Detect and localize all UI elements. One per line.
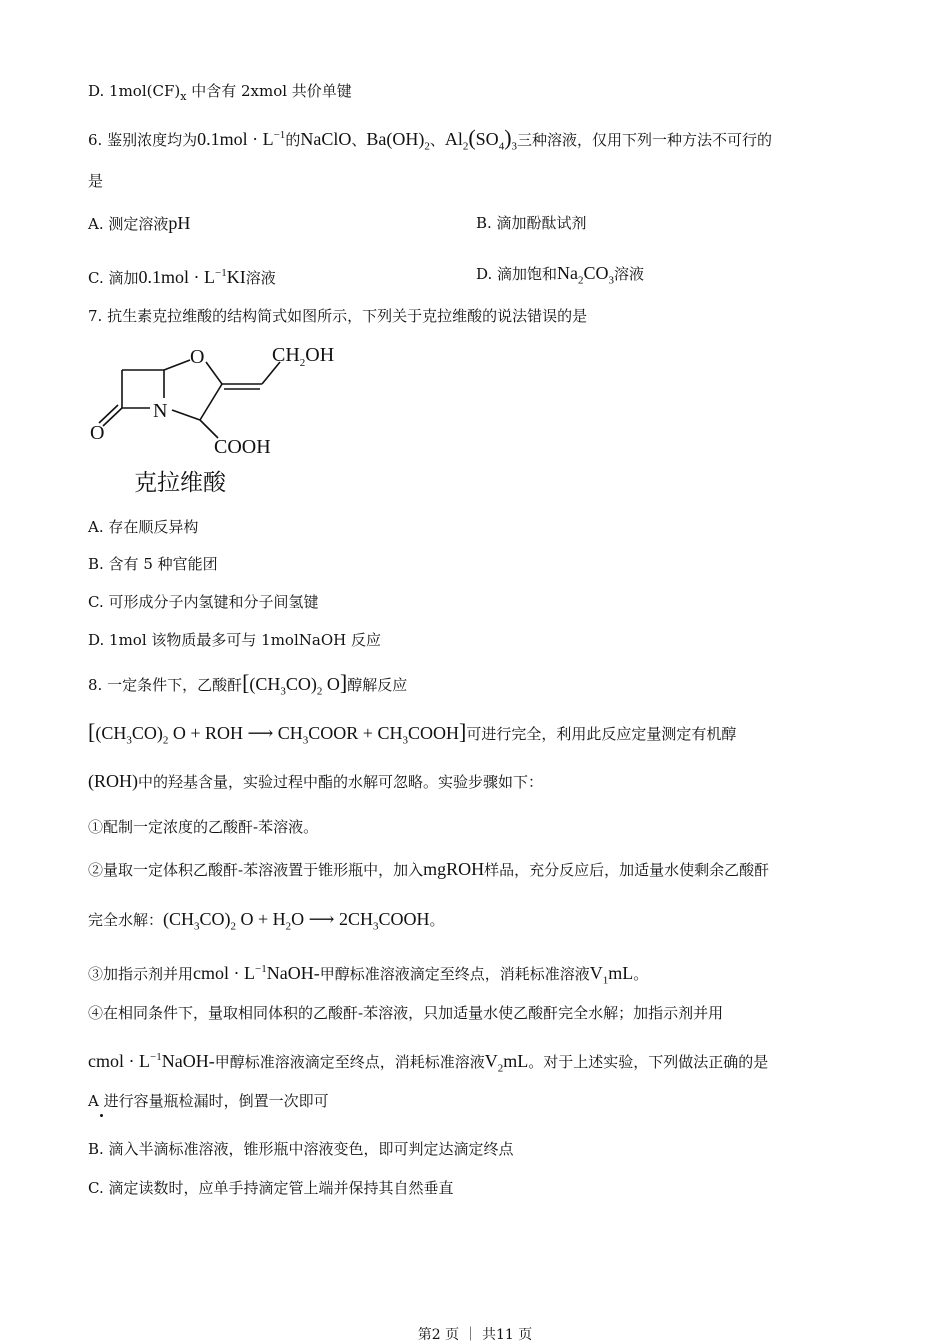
q8-step-1: ①配制一定浓度的乙酸酐-苯溶液。 <box>88 818 319 836</box>
q8-option-c: C. 滴定读数时，应单手持滴定管上端并保持其自然垂直 <box>88 1179 454 1197</box>
q8-step-4: ④在相同条件下，量取相同体积的乙酸酐-苯溶液，只加适量水使乙酸酐完全水解；加指示剂并用 <box>88 1004 724 1022</box>
q7-option-a: A. 存在顺反异构 <box>88 518 199 536</box>
q5-d-text: D. 1mol(CF) <box>88 82 181 100</box>
q6-stem-text: 6. 鉴别浓度均为 <box>88 131 198 149</box>
struct-cooh: COOH <box>214 436 271 458</box>
q8-option-b: B. 滴入半滴标准溶液，锥形瓶中溶液变色，即可判定达滴定终点 <box>88 1140 514 1158</box>
q8-step-2-cont: 完全水解：$(CH_3CO)_2$ $O + H_2O$ ⟶ $2CH_3COOH$。 <box>88 909 445 933</box>
q5-d-sub: x <box>180 90 187 103</box>
q8-stem-line3: (ROH)中的羟基含量，实验过程中酯的水解可忽略。实验步骤如下： <box>88 771 544 791</box>
q8-step-2: ②量取一定体积乙酸酐-苯溶液置于锥形瓶中，加入mgROH样品，充分反应后，加适量水使剩余乙酸酐 <box>88 859 770 879</box>
q6-option-c: C. 滴加$0.1mol \cdot L^{-1}KI$溶液 <box>88 267 276 287</box>
q7-stem: 7. 抗生素克拉维酸的结构简式如图所示，下列关于克拉维酸的说法错误的是 <box>88 307 588 325</box>
q5-option-d <box>88 80 352 108</box>
q6-stem-cont: 是 <box>88 172 104 190</box>
q6-de: 的 <box>285 131 301 149</box>
struct-ch2oh: $CH_2OH$ <box>272 344 335 369</box>
page-footer: 第2 页 ｜ 共11 页 <box>417 1327 533 1343</box>
q6-sep: 、 <box>351 131 367 149</box>
q8-stem-line2: [$(CH_3CO)_2$ O + ROH ⟶ $CH_3COOR$ + $CH_3COOH$]可进行完全，利用此反应定量测定有机醇 <box>88 719 737 747</box>
struct-n: N <box>153 400 168 422</box>
q8-option-a: A 进行容量瓶检漏时，倒置一次即可 <box>88 1092 329 1110</box>
q6-option-b: B. 滴加酚酞试剂 <box>476 214 587 232</box>
struct-o-ring: O <box>190 346 205 368</box>
q7-option-b: B. 含有 5 种官能团 <box>88 555 218 573</box>
q6-sep2: 、 <box>429 131 445 149</box>
q8-step-3: ③加指示剂并用cmol · $L^{-1}NaOH-$甲醇标准溶液滴定至终点，消耗标准溶液$V_1mL$。 <box>88 963 649 987</box>
q6-formula-baoh2: $Ba(OH)_2$ <box>366 129 430 153</box>
structure-caption: 克拉维酸 <box>134 470 226 496</box>
q6-stem-tail: 三种溶液，仅用下列一种方法不可行的 <box>517 131 773 149</box>
q6-conc: $0.1mol \cdot L^{-1}$ <box>197 129 286 149</box>
q6-formula-naclo: NaClO <box>300 129 352 149</box>
q8-step-4-cont: cmol · $L^{-1}NaOH-$甲醇标准溶液滴定至终点，消耗标准溶液$V_2mL$。对于上述实验，下列做法正确的是 <box>88 1051 769 1075</box>
q5-d-tail: 中含有 2xmol 共价单键 <box>186 82 352 100</box>
struct-o-keto: O <box>90 422 105 444</box>
option-a-dot <box>100 1114 103 1117</box>
q6-option-a: A. 测定溶液pH <box>88 213 191 233</box>
q7-option-d: D. 1mol 该物质最多可与 1molNaOH 反应 <box>88 631 381 649</box>
q6-option-d: D. 滴加饱和$Na_2CO_3$溶液 <box>476 263 645 287</box>
q8-stem-line1: 8. 一定条件下，乙酸酐[$(CH_3CO)_2$ O]醇解反应 <box>88 670 408 698</box>
q6-stem <box>88 124 772 158</box>
q6-formula-al2so43: $Al_2(SO_4)_3$ <box>444 125 518 153</box>
q7-option-c: C. 可形成分子内氢键和分子间氢键 <box>88 593 319 611</box>
